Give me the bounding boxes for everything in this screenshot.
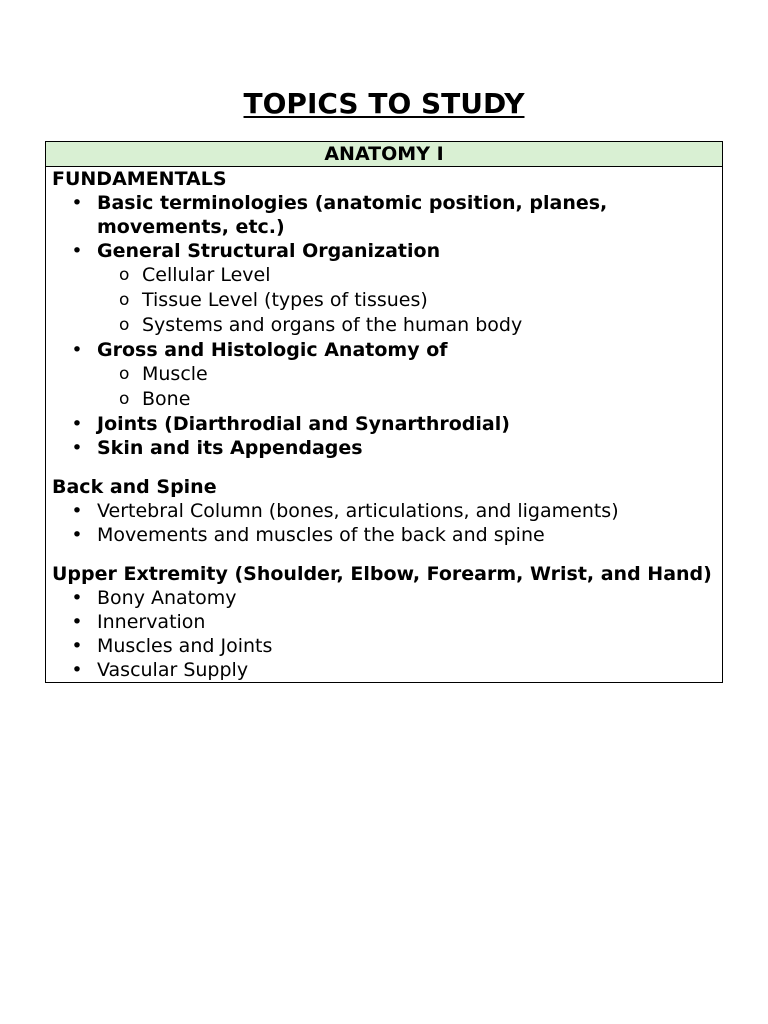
- bullet-icon: •: [71, 240, 83, 262]
- list-item-text: Muscles and Joints: [97, 635, 273, 657]
- sub-list-item: [97, 313, 716, 338]
- sub-list-item-text: Bone: [142, 388, 191, 410]
- list-item-text: Vascular Supply: [97, 659, 249, 681]
- bullet-icon: •: [71, 659, 83, 681]
- list-item: [52, 634, 716, 658]
- sub-list-item: [97, 362, 716, 387]
- sub-bullet-icon: o: [119, 265, 130, 285]
- table-body: [46, 167, 722, 682]
- list-item-text: Gross and Histologic Anatomy of: [97, 339, 448, 361]
- table-header-anatomy: ANATOMY I: [46, 142, 722, 167]
- bullet-list: [52, 191, 716, 460]
- list-item: [52, 436, 716, 460]
- bullet-icon: •: [71, 192, 83, 214]
- section-upper-extremity-shoulder-elbow: [52, 562, 716, 682]
- list-item: [52, 610, 716, 634]
- list-item-text: Innervation: [97, 611, 206, 633]
- sub-list-item-text: Muscle: [142, 363, 208, 385]
- list-item-text: Vertebral Column (bones, articulations, and ligaments): [97, 500, 619, 522]
- bullet-icon: •: [71, 413, 83, 435]
- list-item-text: Joints (Diarthrodial and Synarthrodial): [97, 413, 510, 435]
- sub-list-item: [97, 387, 716, 412]
- section-title: Upper Extremity (Shoulder, Elbow, Forearm, Wrist, and Hand): [52, 563, 712, 585]
- list-item: [52, 412, 716, 436]
- list-item-text: Skin and its Appendages: [97, 437, 363, 459]
- bullet-icon: •: [71, 635, 83, 657]
- bullet-icon: •: [71, 587, 83, 609]
- list-item: [52, 523, 716, 547]
- list-item: [52, 338, 716, 412]
- sub-list: [97, 362, 716, 412]
- bullet-icon: •: [71, 500, 83, 522]
- list-item: [52, 191, 716, 239]
- list-item-text: Bony Anatomy: [97, 587, 237, 609]
- sub-list-item: [97, 288, 716, 313]
- sub-list-item-text: Systems and organs of the human body: [142, 314, 523, 336]
- list-item-text: Basic terminologies (anatomic position, planes, movements, etc.): [97, 192, 608, 238]
- bullet-icon: •: [71, 611, 83, 633]
- sub-bullet-icon: o: [119, 315, 130, 335]
- sub-bullet-icon: o: [119, 290, 130, 310]
- list-item-text: Movements and muscles of the back and spine: [97, 524, 545, 546]
- sub-list-item-text: Tissue Level (types of tissues): [142, 289, 428, 311]
- sub-bullet-icon: o: [119, 364, 130, 384]
- bullet-icon: •: [71, 524, 83, 546]
- sub-list: [97, 263, 716, 338]
- list-item: [52, 239, 716, 338]
- sub-list-item-text: Cellular Level: [142, 264, 271, 286]
- list-item: [52, 658, 716, 682]
- bullet-icon: •: [71, 437, 83, 459]
- list-item: [52, 499, 716, 523]
- bullet-icon: •: [71, 339, 83, 361]
- bullet-list: [52, 586, 716, 682]
- page-title: TOPICS TO STUDY: [243, 87, 525, 120]
- list-item-text: General Structural Organization: [97, 240, 441, 262]
- topics-table: [45, 141, 723, 683]
- sub-bullet-icon: o: [119, 389, 130, 409]
- section-title: FUNDAMENTALS: [52, 168, 227, 190]
- list-item: [52, 586, 716, 610]
- section-title: Back and Spine: [52, 476, 217, 498]
- sub-list-item: [97, 263, 716, 288]
- bullet-list: [52, 499, 716, 547]
- section-back-and-spine: [52, 475, 716, 547]
- section-fundamentals: [52, 167, 716, 460]
